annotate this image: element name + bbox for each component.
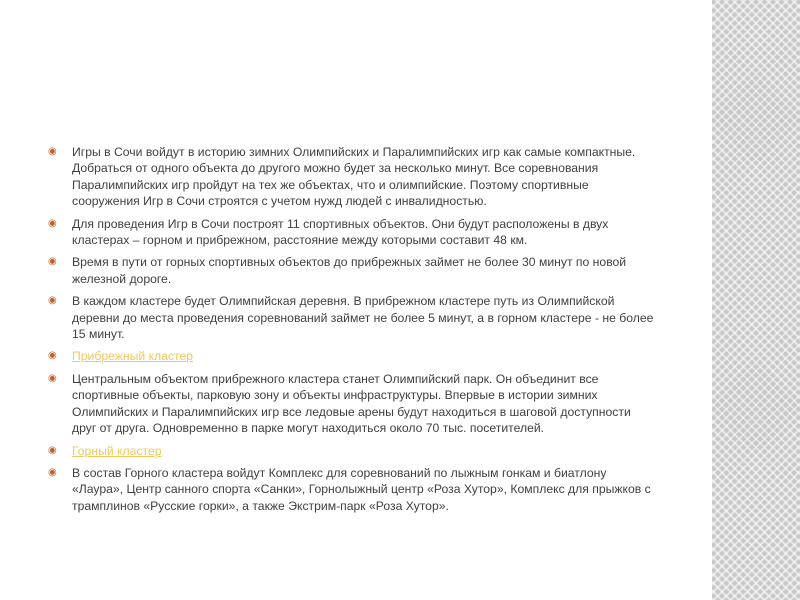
bullet-text: В состав Горного кластера войдут Комплекс для соревнований по лыжным гонкам и биатлону «Лаура», Центр санного спорта «Санки», Горнолыжный центр «Роза Хутор», Комплекс для прыжков с трамплинов «Русские горки», а также Экстрим-парк «Роза Хутор».	[72, 465, 651, 513]
bullet-circle-icon: ◉	[48, 217, 57, 229]
bullet-item-travel-time	[48, 254, 658, 287]
decorative-pattern-strip	[712, 0, 800, 600]
mountain-cluster-link[interactable]: Горный кластер	[72, 443, 162, 458]
bullet-item-mountain-cluster-link[interactable]	[48, 443, 658, 459]
bullet-circle-icon: ◉	[48, 350, 57, 362]
bullet-list	[48, 144, 658, 514]
bullet-item-coastal-cluster-link[interactable]	[48, 348, 658, 364]
coastal-cluster-link[interactable]: Прибрежный кластер	[72, 349, 194, 364]
bullet-circle-icon: ◉	[48, 444, 57, 456]
bullet-item-venues	[48, 216, 658, 249]
bullet-text: Время в пути от горных спортивных объектов до прибрежных займет не более 30 минут по новой железной дороге.	[72, 255, 627, 286]
bullet-circle-icon: ◉	[48, 256, 57, 268]
bullet-text: Для проведения Игр в Сочи построят 11 спортивных объектов. Они будут расположены в двух кластерах – горном и прибрежном, расстояние между которыми составит 48 км.	[72, 216, 609, 248]
bullet-text: Игры в Сочи войдут в историю зимних Олимпийских и Паралимпийских игр как самые компактные. Добраться от одного объекта до другого можно будет за несколько минут. Все соревнования Паралимпийских игр пройдут на тех же объектах, что и олимпийские. Поэтому спортивные сооружения Игр в Сочи строятся с учетом нужд людей с инвалидностью.	[72, 145, 636, 209]
bullet-circle-icon: ◉	[48, 466, 57, 478]
bullet-text: В каждом кластере будет Олимпийская деревня. В прибрежном кластере путь из Олимпийской деревни до места проведения соревнований займет не более 5 минут, а в горном кластере - не более 15 минут.	[72, 294, 654, 342]
bullet-item-intro	[48, 144, 658, 210]
bullet-item-olympic-park	[48, 371, 658, 437]
bullet-item-olympic-village	[48, 293, 658, 342]
slide-body	[48, 144, 658, 520]
bullet-text: Центральным объектом прибрежного кластера станет Олимпийский парк. Он объединит все спортивные объекты, парковую зону и объекты инфраструктуры. Впервые в истории зимних Олимпийских и Паралимпийских игр все ледовые арены будут находиться в шаговой доступности друг от друга. Одновременно в парке могут находиться около 70 тыс. посетителей.	[72, 371, 631, 436]
bullet-item-mountain-venues	[48, 465, 658, 514]
bullet-circle-icon: ◉	[48, 146, 57, 157]
bullet-circle-icon: ◉	[48, 372, 57, 384]
bullet-circle-icon: ◉	[48, 295, 57, 307]
